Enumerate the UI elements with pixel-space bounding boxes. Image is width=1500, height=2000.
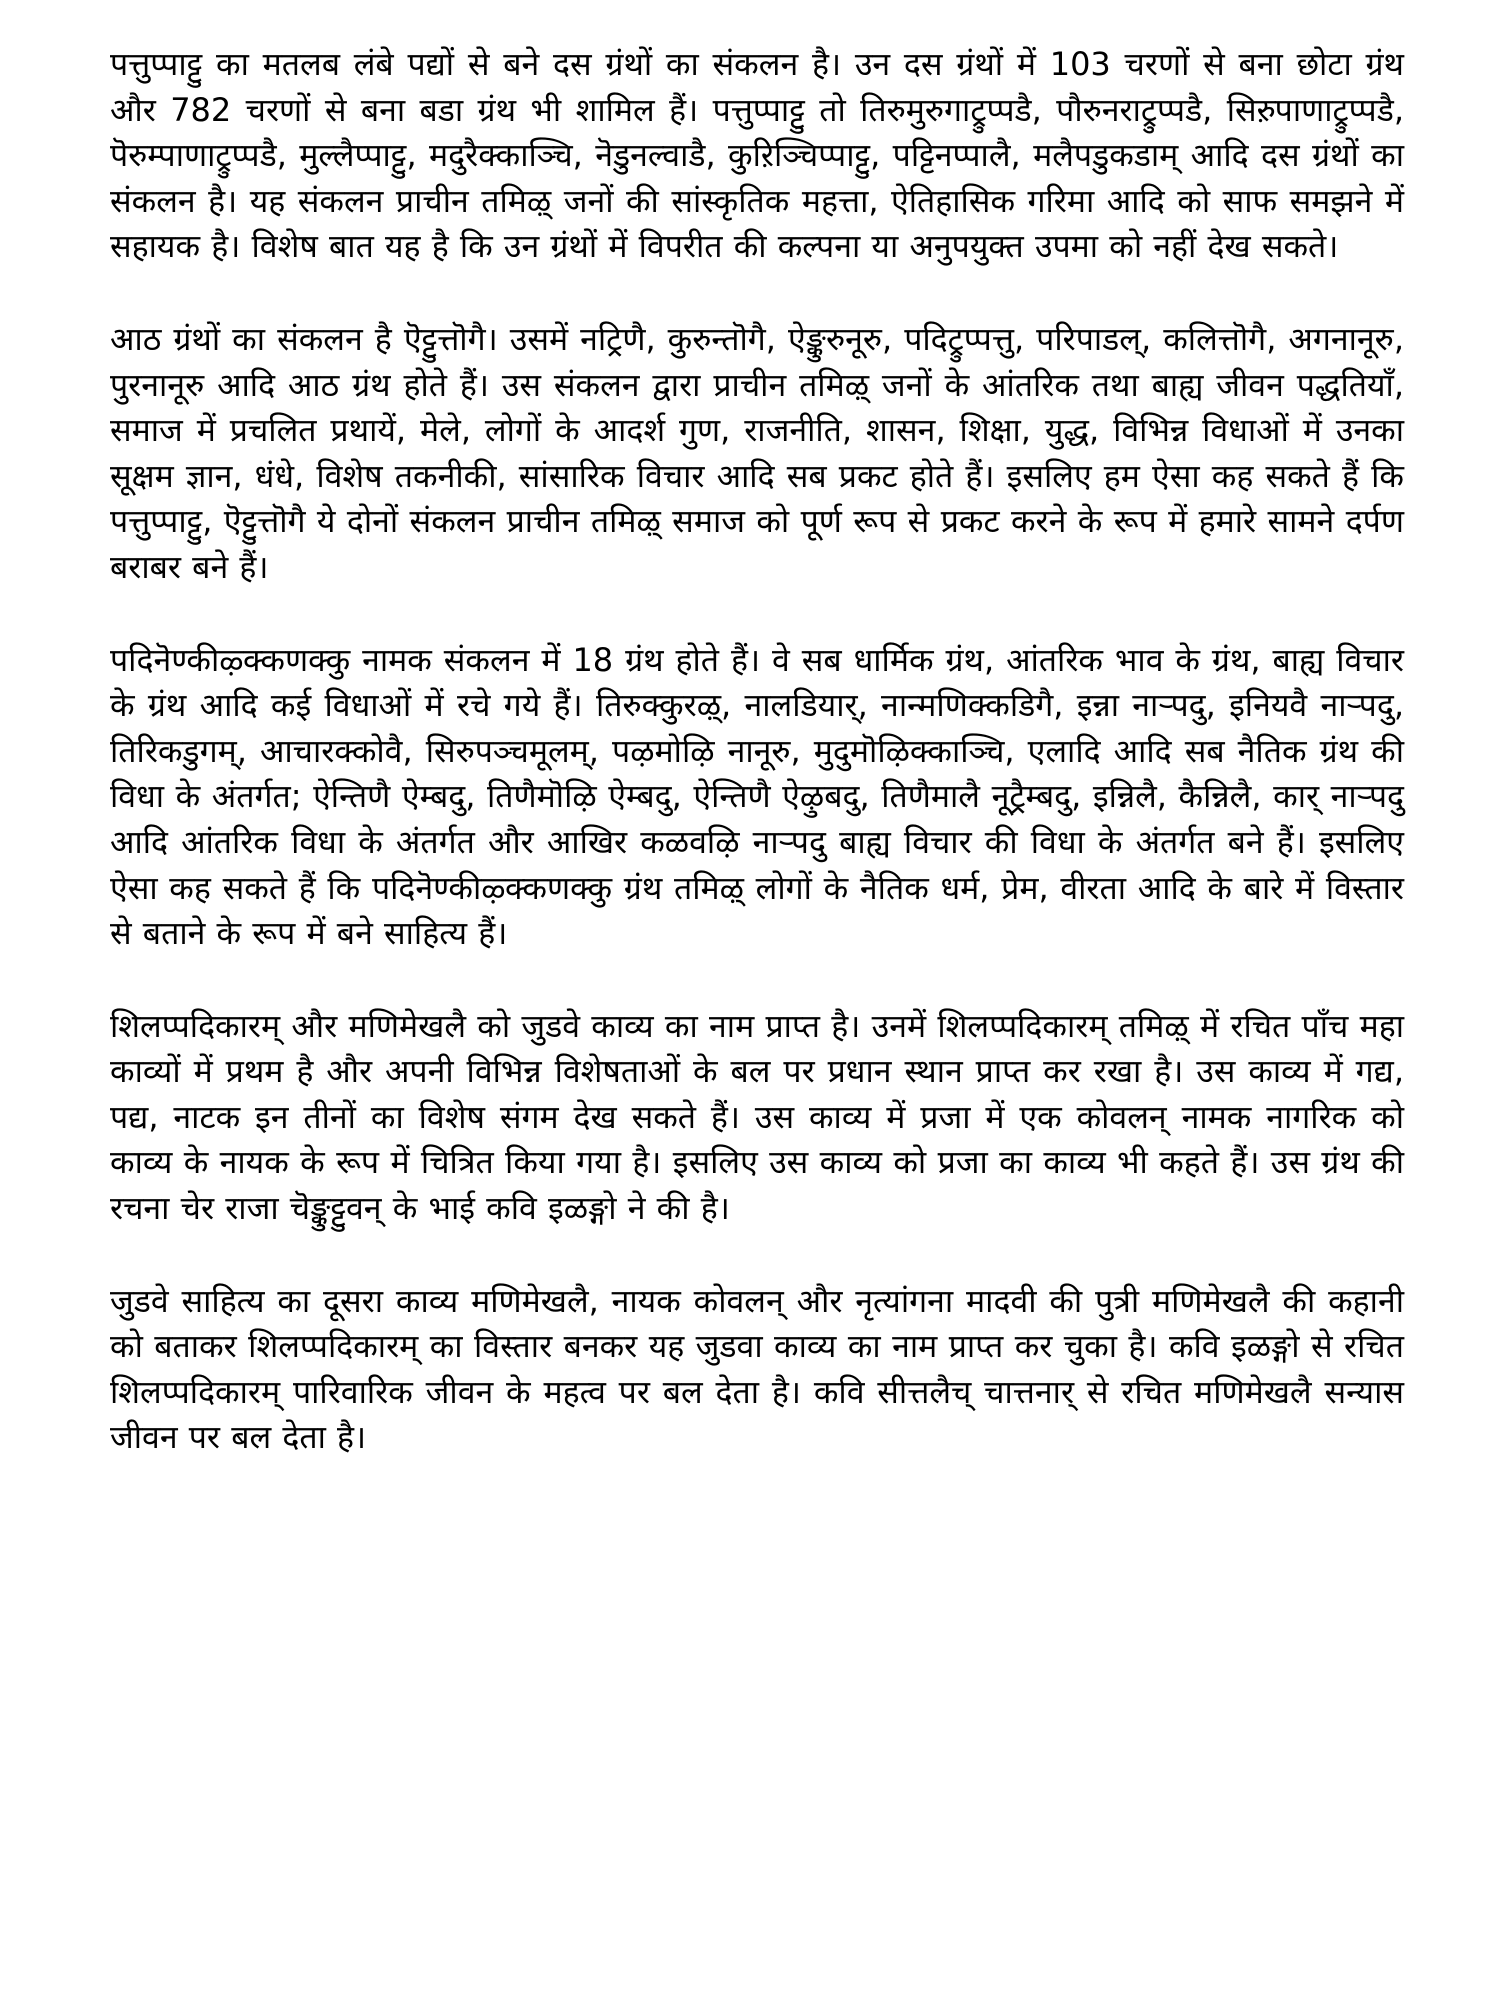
paragraph-pattuppattu: पत्तुप्पाट्टु का मतलब लंबे पद्यों से बने दस ग्रंथों का संकलन है। उन दस ग्रंथों में 103 चरणों से बना छोटा ग्रंथ और 782 चरणों से बना बडा ग्रंथ भी शामिल हैं। पत्तुप्पाट्टु तो तिरुमुरुगाट्रुप्पडै, पौरुनराट्रुप्पडै, सिऱुपाणाट्रुप्पडै, पॆरुम्पाणाट्रुप्पडै, मुल्लैप्पाट्टु, मदुरैक्काञ्चि, नॆडुनल्वाडै, कुऱिञ्चिप्पाट्टु, पट्टिनप्पालै, मलैपडुकडाम् आदि दस ग्रंथों का संकलन है। यह संकलन प्राचीन तमिऴ् जनों की सांस्कृतिक महत्ता, ऐतिहासिक गरिमा आदि को साफ समझने में सहायक है। विशेष बात यह है कि उन ग्रंथों में विपरीत की कल्पना या अनुपयुक्त उपमा को नहीं देख सकते। (110, 45, 1404, 266)
paragraph-silappadikaram: शिलप्पदिकारम् और मणिमेखलै को जुडवे काव्य का नाम प्राप्त है। उनमें शिलप्पदिकारम् तमिऴ् में रचित पाँच महा काव्यों में प्रथम है और अपनी विभिन्न विशेषताओं के बल पर प्रधान स्थान प्राप्त कर रखा है। उस काव्य में गद्य, पद्य, नाटक इन तीनों का विशेष संगम देख सकते हैं। उस काव्य में प्रजा में एक कोवलन् नामक नागरिक को काव्य के नायक के रूप में चित्रित किया गया है। इसलिए उस काव्य को प्रजा का काव्य भी कहते हैं। उस ग्रंथ की रचना चेर राजा चॆङ्कुट्टुवन् के भाई कवि इळङ्गो ने की है। (110, 1006, 1404, 1228)
paragraph-ettuttogai: आठ ग्रंथों का संकलन है ऎट्टुत्तॊगै। उसमें नट्रिणै, कुरुन्तॊगै, ऐङ्कुरुनूरु, पदिट्रुप्पत्तु, परिपाडल्, कलित्तॊगै, अगनानूरु, पुरनानूरु आदि आठ ग्रंथ होते हैं। उस संकलन द्वारा प्राचीन तमिऴ् जनों के आंतरिक तथा बाह्य जीवन पद्धतियाँ, समाज में प्रचलित प्रथायें, मेले, लोगों के आदर्श गुण, राजनीति, शासन, शिक्षा, युद्ध, विभिन्न विधाओं में उनका सूक्षम ज्ञान, धंधे, विशेष तकनीकी, सांसारिक विचार आदि सब प्रकट होते हैं। इसलिए हम ऐसा कह सकते हैं कि पत्तुप्पाट्टु, ऎट्टुत्तॊगै ये दोनों संकलन प्राचीन तमिऴ् समाज को पूर्ण रूप से प्रकट करने के रूप में हमारे सामने दर्पण बराबर बने हैं। (110, 319, 1404, 586)
paragraph-padinenkilkkanakku: पदिनॆण्कीऴ्क्कणक्कु नामक संकलन में 18 ग्रंथ होते हैं। वे सब धार्मिक ग्रंथ, आंतरिक भाव के ग्रंथ, बाह्य विचार के ग्रंथ आदि कई विधाओं में रचे गये हैं। तिरुक्कुरऴ्, नालडियार्, नान्मणिक्कडिगै, इन्ना नाऱ्पदु, इनियवै नाऱ्पदु, तिरिकडुगम्, आचारक्कोवै, सिरुपञ्चमूलम्, पऴमोऴि नानूरु, मुदुमॊऴिक्काञ्चि, एलादि आदि सब नैतिक ग्रंथ की विधा के अंतर्गत; ऐन्तिणै ऐम्बदु, तिणैमॊऴि ऐम्बदु, ऐन्तिणै ऐऴुबदु, तिणैमालै नूट्रैम्बदु, इन्निलै, कैन्निलै, कार् नाऱ्पदु आदि आंतरिक विधा के अंतर्गत और आखिर कळवऴि नाऱ्पदु बाह्य विचार की विधा के अंतर्गत बने हैं। इसलिए ऐसा कह सकते हैं कि पदिनॆण्कीऴ्क्कणक्कु ग्रंथ तमिऴ् लोगों के नैतिक धर्म, प्रेम, वीरता आदि के बारे में विस्तार से बताने के रूप में बने साहित्य हैं। (110, 640, 1404, 953)
paragraph-manimekalai: जुडवे साहित्य का दूसरा काव्य मणिमेखलै, नायक कोवलन् और नृत्यांगना मादवी की पुत्री मणिमेखलै की कहानी को बताकर शिलप्पदिकारम् का विस्तार बनकर यह जुडवा काव्य का नाम प्राप्त कर चुका है। कवि इळङ्गो से रचित शिलप्पदिकारम् पारिवारिक जीवन के महत्व पर बल देता है। कवि सीत्तलैच् चात्तनार् से रचित मणिमेखलै सन्यास जीवन पर बल देता है। (110, 1281, 1404, 1457)
